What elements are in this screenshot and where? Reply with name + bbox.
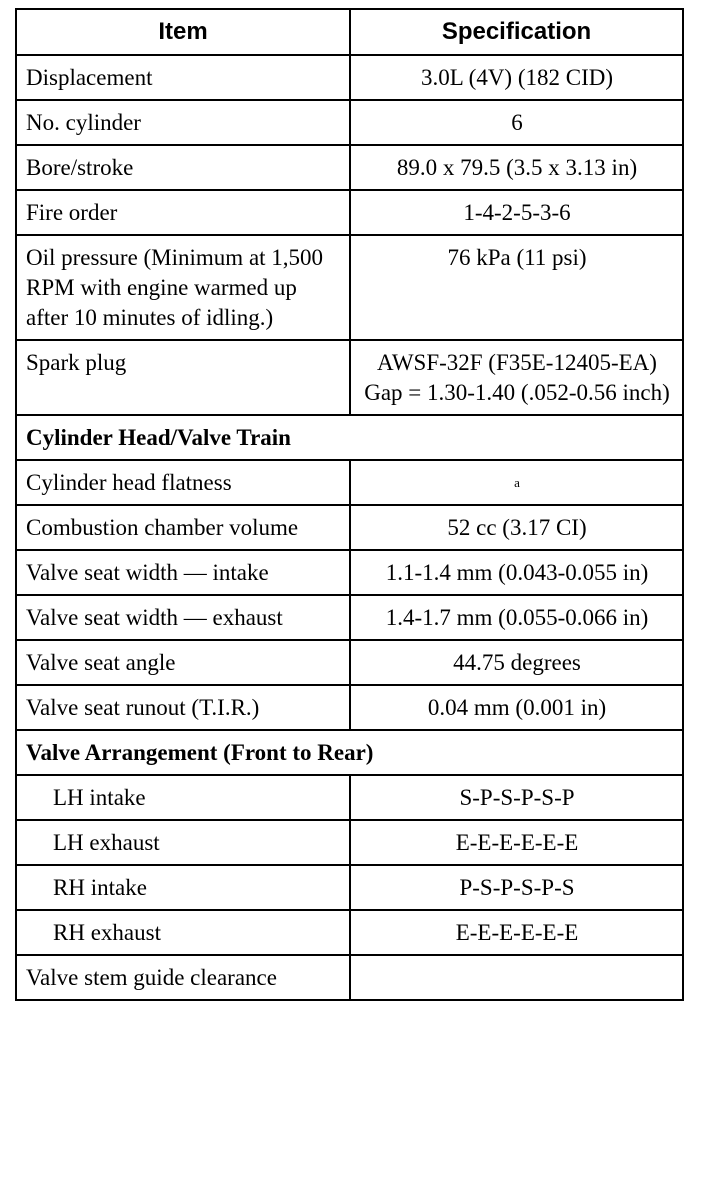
spec-cell: 1-4-2-5-3-6 (350, 190, 683, 235)
item-cell: Spark plug (16, 340, 350, 415)
spec-cell-empty (350, 955, 683, 1000)
item-cell: LH intake (16, 775, 350, 820)
table-row (16, 235, 683, 340)
item-cell: Displacement (16, 55, 350, 100)
table-row (16, 595, 683, 640)
table-row (16, 100, 683, 145)
table-header-row (16, 9, 683, 55)
table-row (16, 865, 683, 910)
item-cell: Valve seat width — exhaust (16, 595, 350, 640)
table-row (16, 955, 683, 1000)
spec-cell: 1.4-1.7 mm (0.055-0.066 in) (350, 595, 683, 640)
spec-cell: E-E-E-E-E-E (350, 820, 683, 865)
table-row (16, 505, 683, 550)
engine-specification-table (15, 8, 684, 1001)
spec-cell: 6 (350, 100, 683, 145)
section-header-row (16, 730, 683, 775)
item-cell: Valve seat runout (T.I.R.) (16, 685, 350, 730)
spec-cell-footnote-mark: a (350, 460, 683, 505)
item-cell: Valve seat angle (16, 640, 350, 685)
spec-cell: S-P-S-P-S-P (350, 775, 683, 820)
section-header-row (16, 415, 683, 460)
item-cell: Valve stem guide clearance (16, 955, 350, 1000)
table-row (16, 640, 683, 685)
spec-cell: 0.04 mm (0.001 in) (350, 685, 683, 730)
item-cell: Oil pressure (Minimum at 1,500 RPM with engine warmed up after 10 minutes of idling.) (16, 235, 350, 340)
item-cell: Valve seat width — intake (16, 550, 350, 595)
item-cell: Bore/stroke (16, 145, 350, 190)
table-row (16, 910, 683, 955)
spec-cell: AWSF-32F (F35E-12405-EA) Gap = 1.30-1.40 (.052-0.56 inch) (350, 340, 683, 415)
column-header-item: Item (16, 9, 350, 55)
spec-cell: 89.0 x 79.5 (3.5 x 3.13 in) (350, 145, 683, 190)
item-cell: No. cylinder (16, 100, 350, 145)
item-cell: LH exhaust (16, 820, 350, 865)
item-cell: Fire order (16, 190, 350, 235)
table-row (16, 775, 683, 820)
item-cell: RH intake (16, 865, 350, 910)
table-row (16, 550, 683, 595)
section-title-cylinder-head: Cylinder Head/Valve Train (16, 415, 683, 460)
spec-cell: 44.75 degrees (350, 640, 683, 685)
spec-cell: 52 cc (3.17 CI) (350, 505, 683, 550)
table-row (16, 190, 683, 235)
table-row (16, 340, 683, 415)
spec-cell: 3.0L (4V) (182 CID) (350, 55, 683, 100)
item-cell: Cylinder head flatness (16, 460, 350, 505)
table-row (16, 55, 683, 100)
item-cell: Combustion chamber volume (16, 505, 350, 550)
table-row (16, 145, 683, 190)
spec-cell: 76 kPa (11 psi) (350, 235, 683, 340)
spec-cell: 1.1-1.4 mm (0.043-0.055 in) (350, 550, 683, 595)
table-row (16, 460, 683, 505)
table-row (16, 685, 683, 730)
spec-cell: E-E-E-E-E-E (350, 910, 683, 955)
item-cell: RH exhaust (16, 910, 350, 955)
section-title-valve-arrangement: Valve Arrangement (Front to Rear) (16, 730, 683, 775)
table-row (16, 820, 683, 865)
column-header-specification: Specification (350, 9, 683, 55)
spec-cell: P-S-P-S-P-S (350, 865, 683, 910)
